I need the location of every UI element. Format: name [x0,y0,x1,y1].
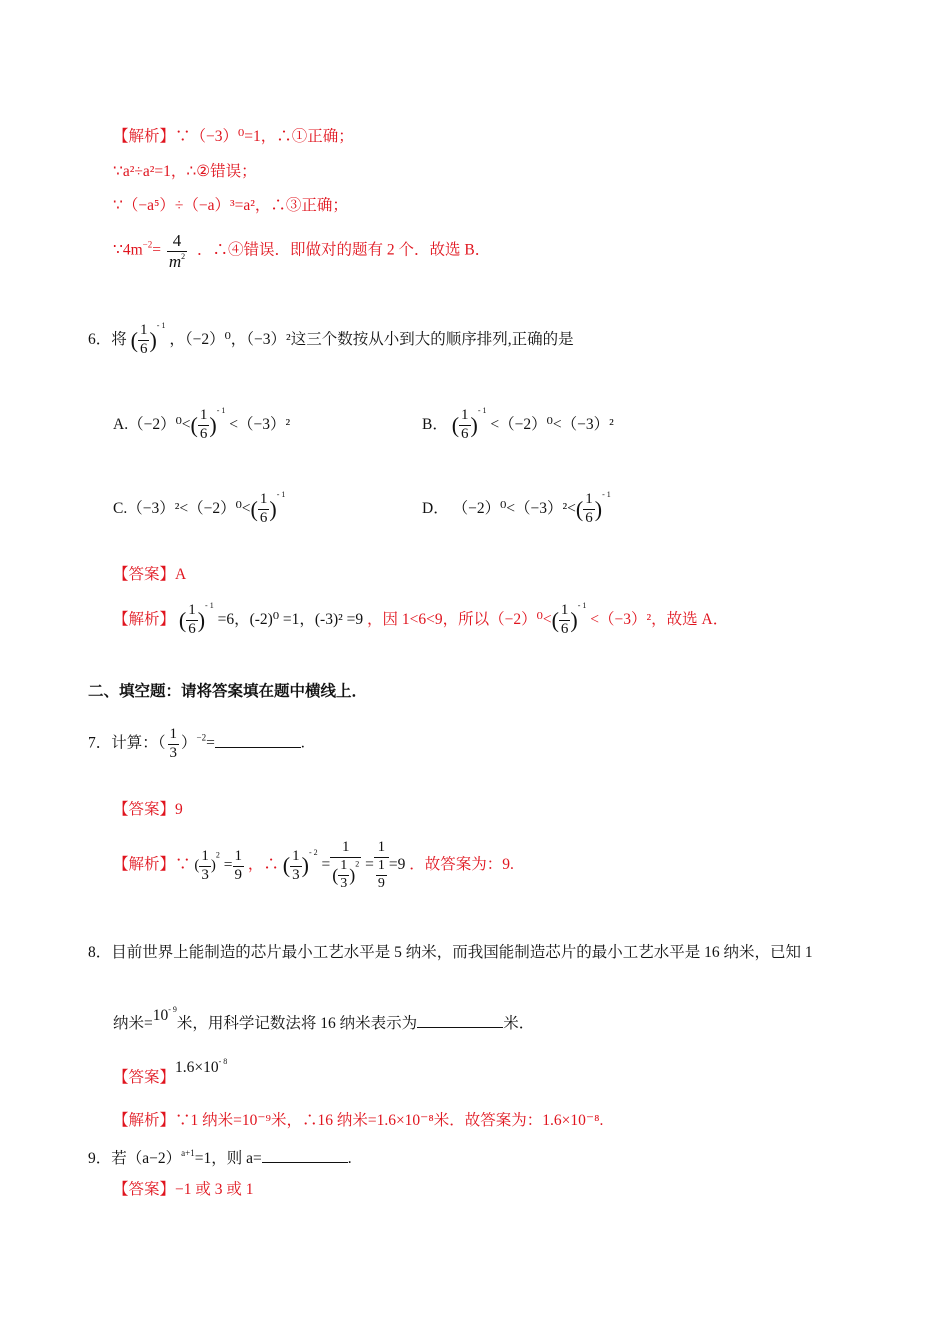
option-a-post: <（−3）² [229,416,291,433]
frac-den: 6 [560,621,569,638]
q8-line2-end: 米． [503,1015,535,1032]
q6-option-d[interactable]: D． （−2）⁰<（−3）²<( $\frac{1}{6}$ )$^{- 1}$ [422,490,611,527]
frac-num: 1 [259,491,268,508]
q7-sol-complex-fraction-2: $\frac{1}{\frac{1}{9}}$ [374,840,389,891]
q7-sol-fraction-2 [290,849,302,883]
q7-after: ） [181,734,197,752]
q5-line4-tail: ．∴④错误．即做对的题有 2 个．故选 B． [197,241,491,259]
q6-number: 6．将 [88,331,127,348]
option-b-post: <（−2）⁰<（−3）² [490,416,614,433]
frac-num: 1 [292,847,300,864]
frac-den: 6 [585,510,593,527]
q9-exponent: a+1 [181,1148,195,1158]
option-b-label: B． [422,416,448,433]
option-a-fraction [198,408,210,442]
option-c-label: C. [113,500,128,517]
option-d-label: D． [422,500,449,517]
frac-den: 3 [340,876,348,891]
q8-answer-label: 【答案】 [113,1069,176,1086]
q5-line4-prefix: ∵4m [113,241,143,259]
q7-solution-label: 【解析】∵ [113,856,191,874]
frac-num: 1 [201,847,209,864]
frac-num: 1 [340,858,348,873]
frac-den: 9 [377,876,385,891]
q8-line2-mid: 米，用科学记数法将 16 纳米表示为 [176,1015,418,1032]
option-c-fraction [258,492,270,526]
q8-power-exp: - 9 [168,1005,177,1014]
option-c-pre: （−3）²<（−2）⁰< [127,500,251,517]
q8-answer-value [175,1059,227,1076]
q9-end: . [347,1150,352,1167]
q7-sol-tail: ．故答案为：9. [409,856,514,874]
q6-fraction [138,323,150,357]
q7-fraction [168,727,180,761]
frac-den: 3 [169,745,178,761]
option-a-label: A. [113,416,129,433]
frac-den: 3 [292,866,300,883]
option-c-exp: - 1 [276,490,286,499]
q7-answer-blank[interactable] [215,733,301,748]
q7-sol-equals: = [223,856,233,874]
option-b-fraction [459,408,471,442]
q5-solution-line-4 [113,232,490,270]
frac-num: 1 [560,602,569,619]
q6-solution: 【解析】 ( $\frac{1}{6}$ )$^{- 1}$ =6，(-2)⁰ =1，(-3)² =9 ，因 1<6<9，所以（−2）⁰<( $\frac{1}{6}$ )$^{- 1}$ <（−3）²，故选 A． [113,601,729,638]
q7-exponent: −2 [196,732,207,743]
section-2-title: 二、填空题：请将答案填在题中横线上． [88,683,368,700]
q6-sol-exp: - 1 [205,601,214,610]
q7-sol-therefore: ，∴ [247,856,279,874]
frac-num: 1 [234,847,243,864]
q8-stem-line-1: 8．目前世界上能制造的芯片最小工艺水平是 5 纳米，而我国能制造芯片的最小工艺水平是 16 纳米，已知 1 [88,944,813,961]
q7-sol-complex-fraction: 1 ( $\frac{1}{3}$ )$^2$ [332,839,360,891]
option-d-fraction [583,492,595,526]
option-d-pre: （−2）⁰<（−3）²< [452,500,576,517]
q8-power-base: 10 [152,1007,169,1024]
q9-stem-pre: 9．若（a−2） [88,1150,182,1167]
q6-sol-mid: ，因 1<6<9，所以（−2）⁰< [367,611,552,628]
option-d-exp: - 1 [602,490,611,499]
frac-den: 6 [139,341,148,358]
frac-den: 6 [199,426,208,443]
frac-num: 1 [139,322,148,339]
q5-frac-den-exp: 2 [181,252,186,261]
q5-solution-line-2: ∵a²÷a²=1，∴②错误； [113,163,257,180]
frac-den: 9 [234,866,243,883]
q7-solution: 【解析】∵ ( $\frac{1}{3}$ )$^2$ = $\frac{1}{9}$ ，∴ ( $\frac{1}{3}$ )$^{- 2}$ = 1 ( $\frac{1}{3}$ )$^2$ = $\frac{1}{\frac{1}{9}}$ =9 ．故答案为：9. [113,839,514,891]
q5-frac-den: m [168,252,182,271]
q5-fraction [167,232,187,270]
q6-sol-end: <（−3）²，故选 A． [590,611,729,628]
option-b-exp: - 1 [477,406,487,415]
q5-solution-line-3: ∵（−a⁵）÷（−a）³=a²，∴③正确； [113,197,348,214]
frac-den: 3 [201,866,209,883]
q5-line4-exponent: −2 [142,239,153,250]
q5-frac-num: 4 [172,231,182,250]
q9-answer: 【答案】−1 或 3 或 1 [113,1181,254,1198]
q6-solution-label: 【解析】 [113,611,176,628]
frac-num: 1 [188,602,196,619]
q9-answer-blank[interactable] [262,1148,348,1163]
q8-solution: 【解析】∵1 纳米=10⁻⁹米，∴16 纳米=1.6×10⁻⁸米．故答案为：1.6×10⁻⁸. [113,1112,604,1129]
q6-sol-math: =6，(-2)⁰ =1，(-3)² =9 [217,611,364,628]
q7-sol-fraction [199,849,211,883]
q6-option-b[interactable]: B． ( $\frac{1}{6}$ )$^{- 1}$ <（−2）⁰<（−3）² [422,406,614,443]
q6-option-c[interactable]: C.（−3）²<（−2）⁰<( $\frac{1}{6}$ )$^{- 1}$ [113,490,286,527]
frac-den: 6 [188,621,196,638]
q7-answer: 【答案】9 [113,801,183,818]
q8-answer-blank[interactable] [417,1013,503,1028]
q8-answer [113,1058,227,1086]
q7-equals: = [206,734,215,752]
q9-stem [88,1148,352,1167]
q6-exponent: - 1 [156,321,166,330]
q9-stem-mid: =1，则 a= [194,1150,262,1167]
q7-sol-ninth [233,849,245,883]
q6-option-a[interactable]: A.（−2）⁰<( $\frac{1}{6}$ )$^{- 1}$ <（−3）² [113,406,291,443]
q6-sol-exp-2: - 1 [577,601,587,610]
frac-num: 1 [377,858,385,873]
option-a-exp: - 1 [216,406,226,415]
q8-answer-mantissa: 1.6×10 [175,1059,219,1076]
q6-sol-fraction-2 [559,603,571,637]
q5-solution-line-1: 【解析】∵（−3）⁰=1，∴①正确； [113,128,354,145]
q5-line4-equals: = [152,241,161,259]
q8-stem-line-2 [113,1006,534,1032]
frac-num: 1 [461,407,469,424]
frac-num: 1 [585,491,593,508]
q6-stem-rest: ，（−2）⁰，（−3）²这三个数按从小到大的顺序排列,正确的是 [169,331,574,348]
option-a-pre: （−2）⁰< [128,416,191,433]
q8-power [153,1007,177,1024]
q6-stem: 6．将 ( $\frac{1}{6}$ )$^{- 1}$ ，（−2）⁰，（−3）²这三个数按从小到大的顺序排列,正确的是 [88,321,574,358]
q6-sol-fraction [186,603,198,637]
q7-number: 7．计算：（ [88,734,166,752]
frac-num: 1 [169,726,178,742]
frac-den: 6 [461,426,469,443]
frac-den: 6 [259,510,268,527]
q7-stem [88,727,305,761]
q8-answer-exp: - 8 [218,1057,228,1066]
frac-num: 1 [199,407,208,424]
q6-answer: 【答案】A [113,566,187,583]
q7-end: . [300,734,305,752]
q8-line2-prefix: 纳米= [113,1015,153,1032]
